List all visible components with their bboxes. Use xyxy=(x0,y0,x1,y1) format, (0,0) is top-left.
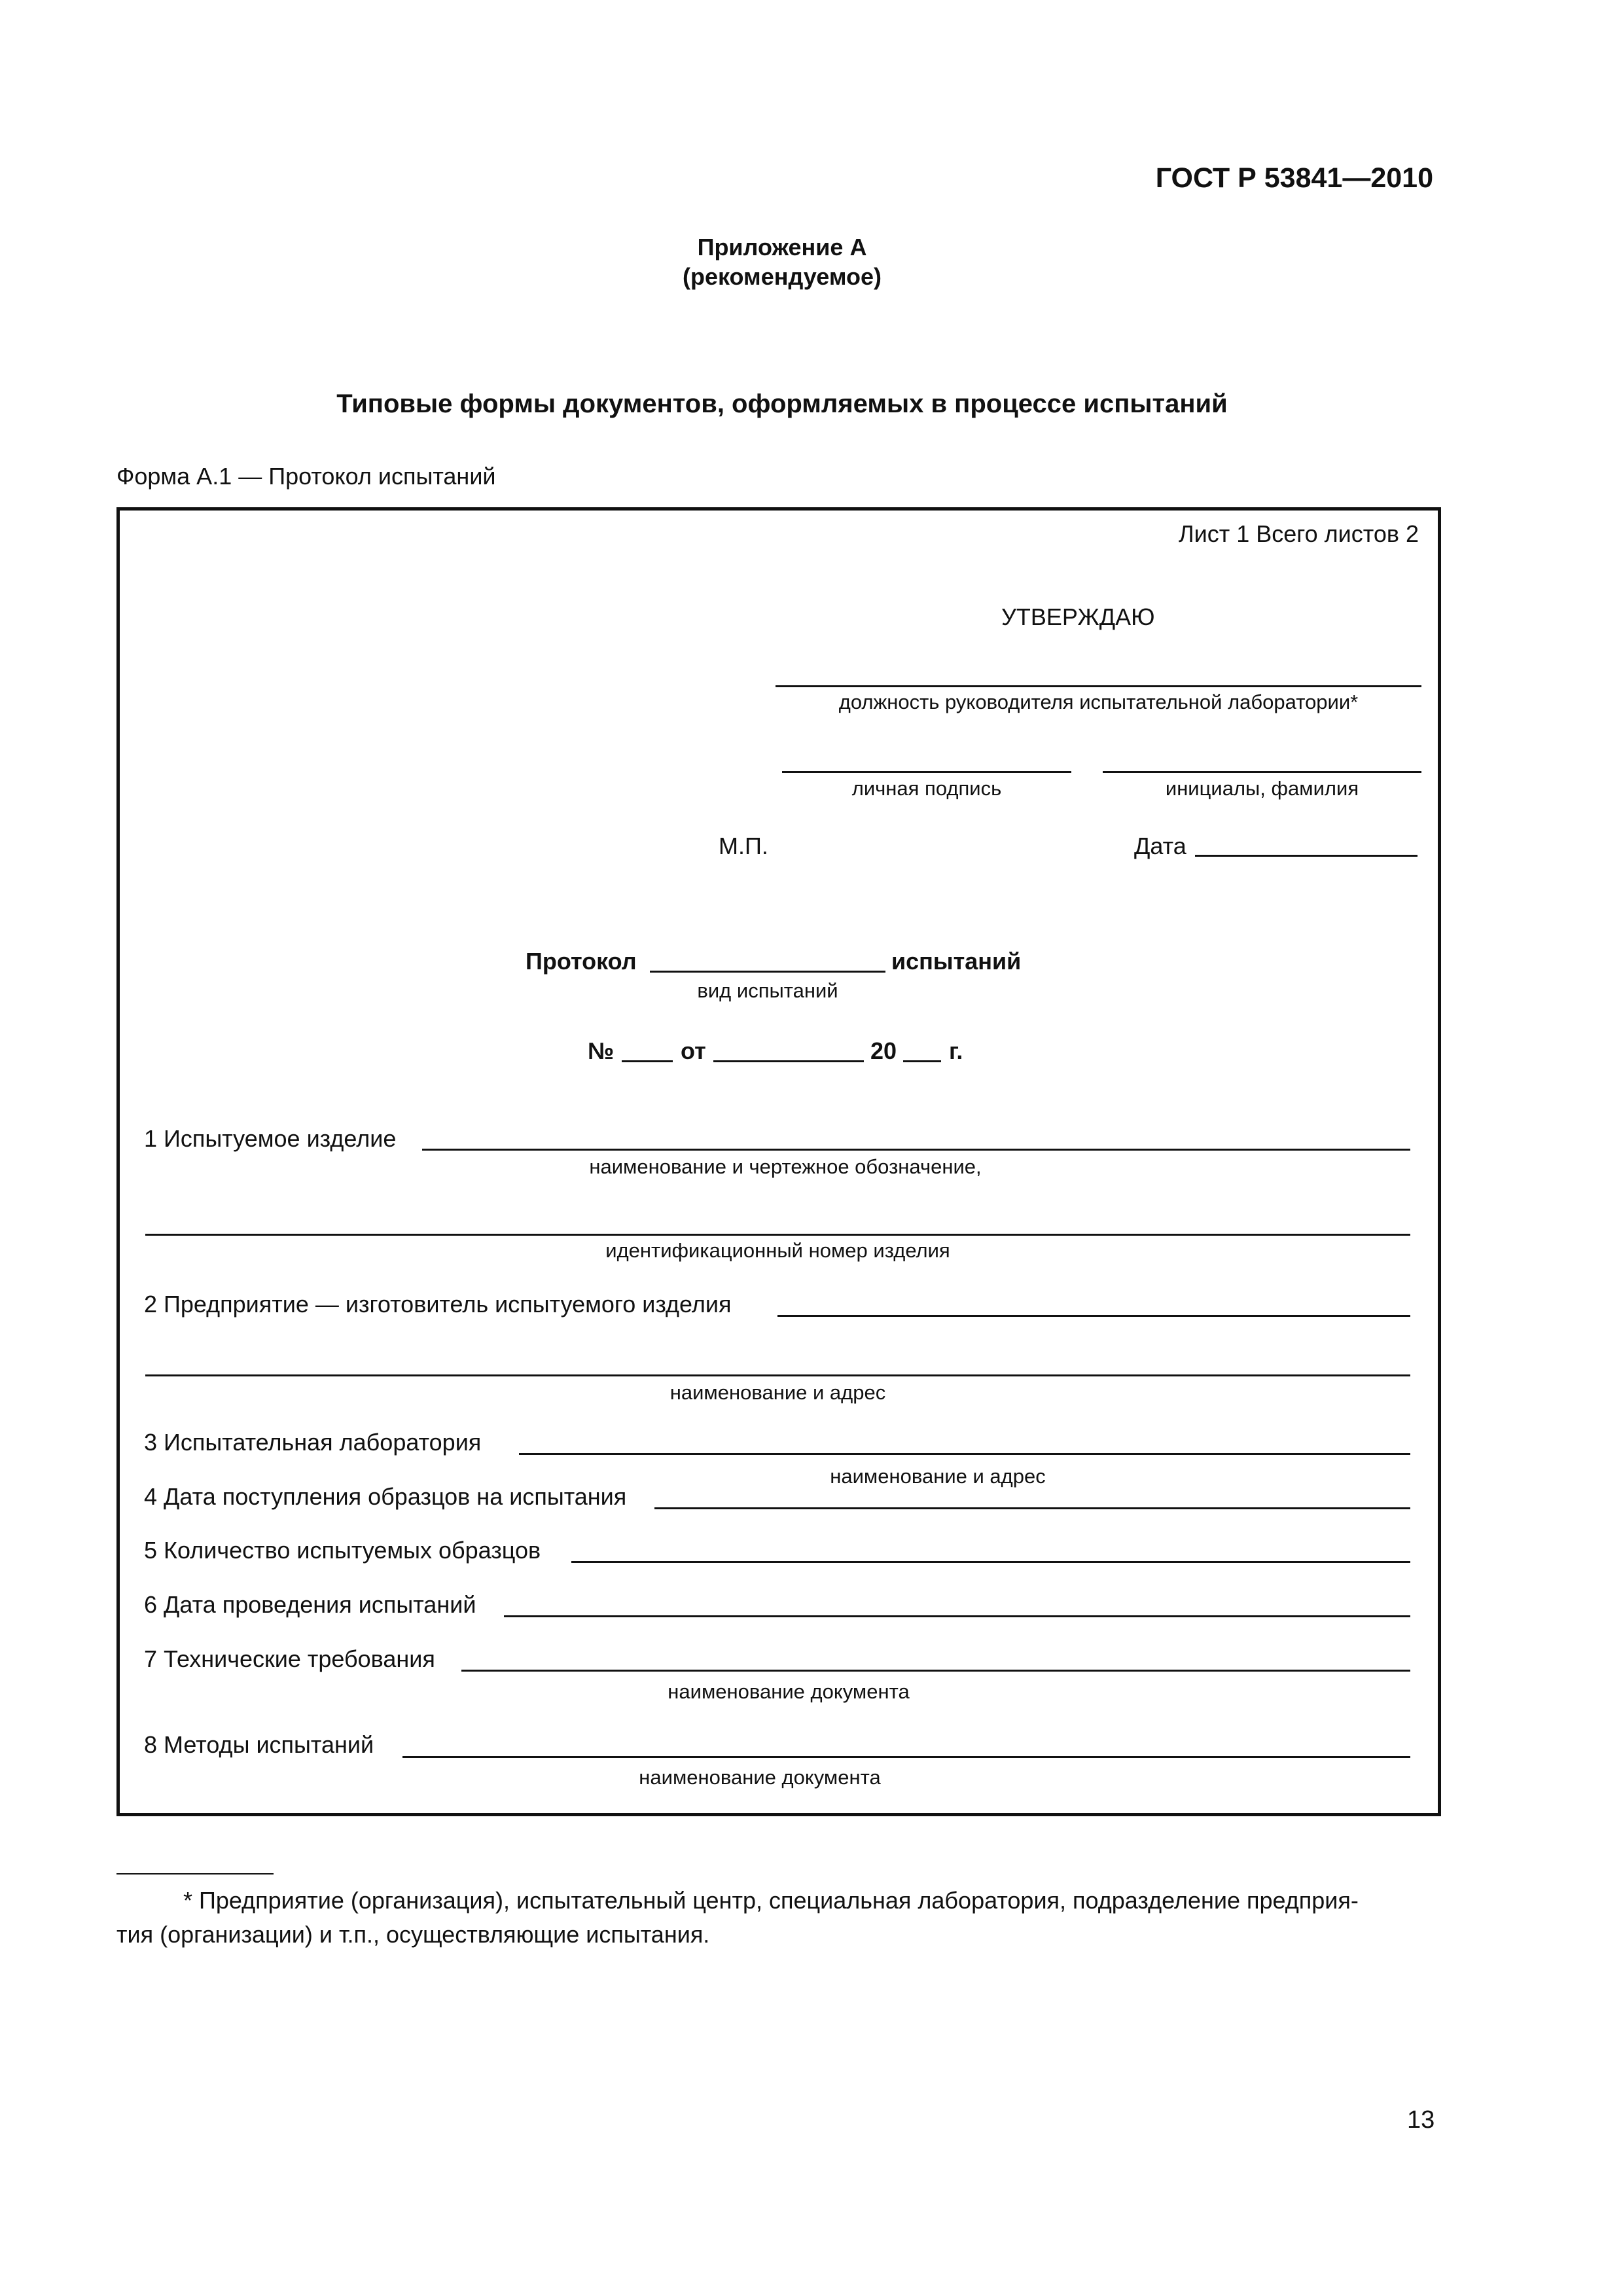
test-type-hint: вид испытаний xyxy=(697,979,838,1002)
item-1-hint-2: идентификационный номер изделия xyxy=(605,1239,950,1262)
sheet-info: Лист 1 Всего листов 2 xyxy=(1178,520,1419,547)
page-number: 13 xyxy=(1407,2106,1435,2134)
date-label: Дата xyxy=(1134,833,1186,859)
appendix-subtitle: (рекомендуемое) xyxy=(683,263,882,290)
form-caption: Форма А.1 — Протокол испытаний xyxy=(116,463,496,490)
item-1-line-2[interactable] xyxy=(145,1234,1410,1236)
item-1-label: 1 Испытуемое изделие xyxy=(144,1125,397,1152)
section-title: Типовые формы документов, оформляемых в процессе испытаний xyxy=(336,389,1228,418)
footnote-line-1: * Предприятие (организация), испытательный центр, специальная лаборатория, подразделение предприя- xyxy=(183,1887,1359,1914)
test-type-line[interactable] xyxy=(650,971,885,973)
item-1-hint: наименование и чертежное обозначение, xyxy=(589,1155,982,1178)
item-7-label: 7 Технические требования xyxy=(144,1645,435,1672)
approve-heading: УТВЕРЖДАЮ xyxy=(1001,603,1155,630)
year-line[interactable] xyxy=(903,1060,941,1062)
position-line[interactable] xyxy=(776,685,1421,687)
position-hint: должность руководителя испытательной лаборатории* xyxy=(838,691,1359,713)
item-6-line[interactable] xyxy=(504,1615,1410,1617)
number-line[interactable] xyxy=(622,1060,673,1062)
item-8-label: 8 Методы испытаний xyxy=(144,1731,374,1758)
footnote xyxy=(116,1884,1445,1952)
item-3-hint: наименование и адрес xyxy=(830,1465,1046,1488)
tests-word: испытаний xyxy=(891,948,1022,975)
item-8-line[interactable] xyxy=(402,1756,1410,1758)
footnote-line-2: тия (организации) и т.п., осуществляющие испытания. xyxy=(116,1921,710,1948)
item-1-line[interactable] xyxy=(422,1149,1410,1151)
item-3-line[interactable] xyxy=(519,1453,1410,1455)
signature-hint: личная подпись xyxy=(851,777,1002,800)
item-5-label: 5 Количество испытуемых образцов xyxy=(144,1537,541,1564)
appendix-title: Приложение А xyxy=(697,234,867,260)
initials-line[interactable] xyxy=(1103,771,1421,773)
year-prefix: 20 xyxy=(870,1037,897,1064)
item-2-line[interactable] xyxy=(777,1315,1410,1317)
item-2-line-2[interactable] xyxy=(145,1374,1410,1376)
date-line[interactable] xyxy=(1195,855,1418,857)
protocol-word: Протокол xyxy=(526,948,637,975)
item-2-label: 2 Предприятие — изготовитель испытуемого изделия xyxy=(144,1291,732,1318)
standard-code: ГОСТ Р 53841—2010 xyxy=(1155,162,1433,194)
item-4-label: 4 Дата поступления образцов на испытания xyxy=(144,1483,627,1510)
initials-hint: инициалы, фамилия xyxy=(1165,777,1359,800)
signature-line[interactable] xyxy=(782,771,1071,773)
year-suffix: г. xyxy=(949,1037,963,1064)
seal-label: М.П. xyxy=(719,833,768,859)
protocol-date-line[interactable] xyxy=(713,1060,864,1062)
from-word: от xyxy=(681,1037,706,1064)
number-sign: № xyxy=(588,1037,615,1064)
item-3-label: 3 Испытательная лаборатория xyxy=(144,1429,482,1456)
footnote-separator xyxy=(116,1873,274,1874)
item-4-line[interactable] xyxy=(654,1507,1410,1509)
item-7-hint: наименование документа xyxy=(668,1680,910,1703)
item-8-hint: наименование документа xyxy=(639,1766,881,1789)
item-5-line[interactable] xyxy=(571,1561,1410,1563)
item-2-hint: наименование и адрес xyxy=(669,1381,886,1404)
item-6-label: 6 Дата проведения испытаний xyxy=(144,1591,476,1618)
item-7-line[interactable] xyxy=(461,1670,1410,1672)
